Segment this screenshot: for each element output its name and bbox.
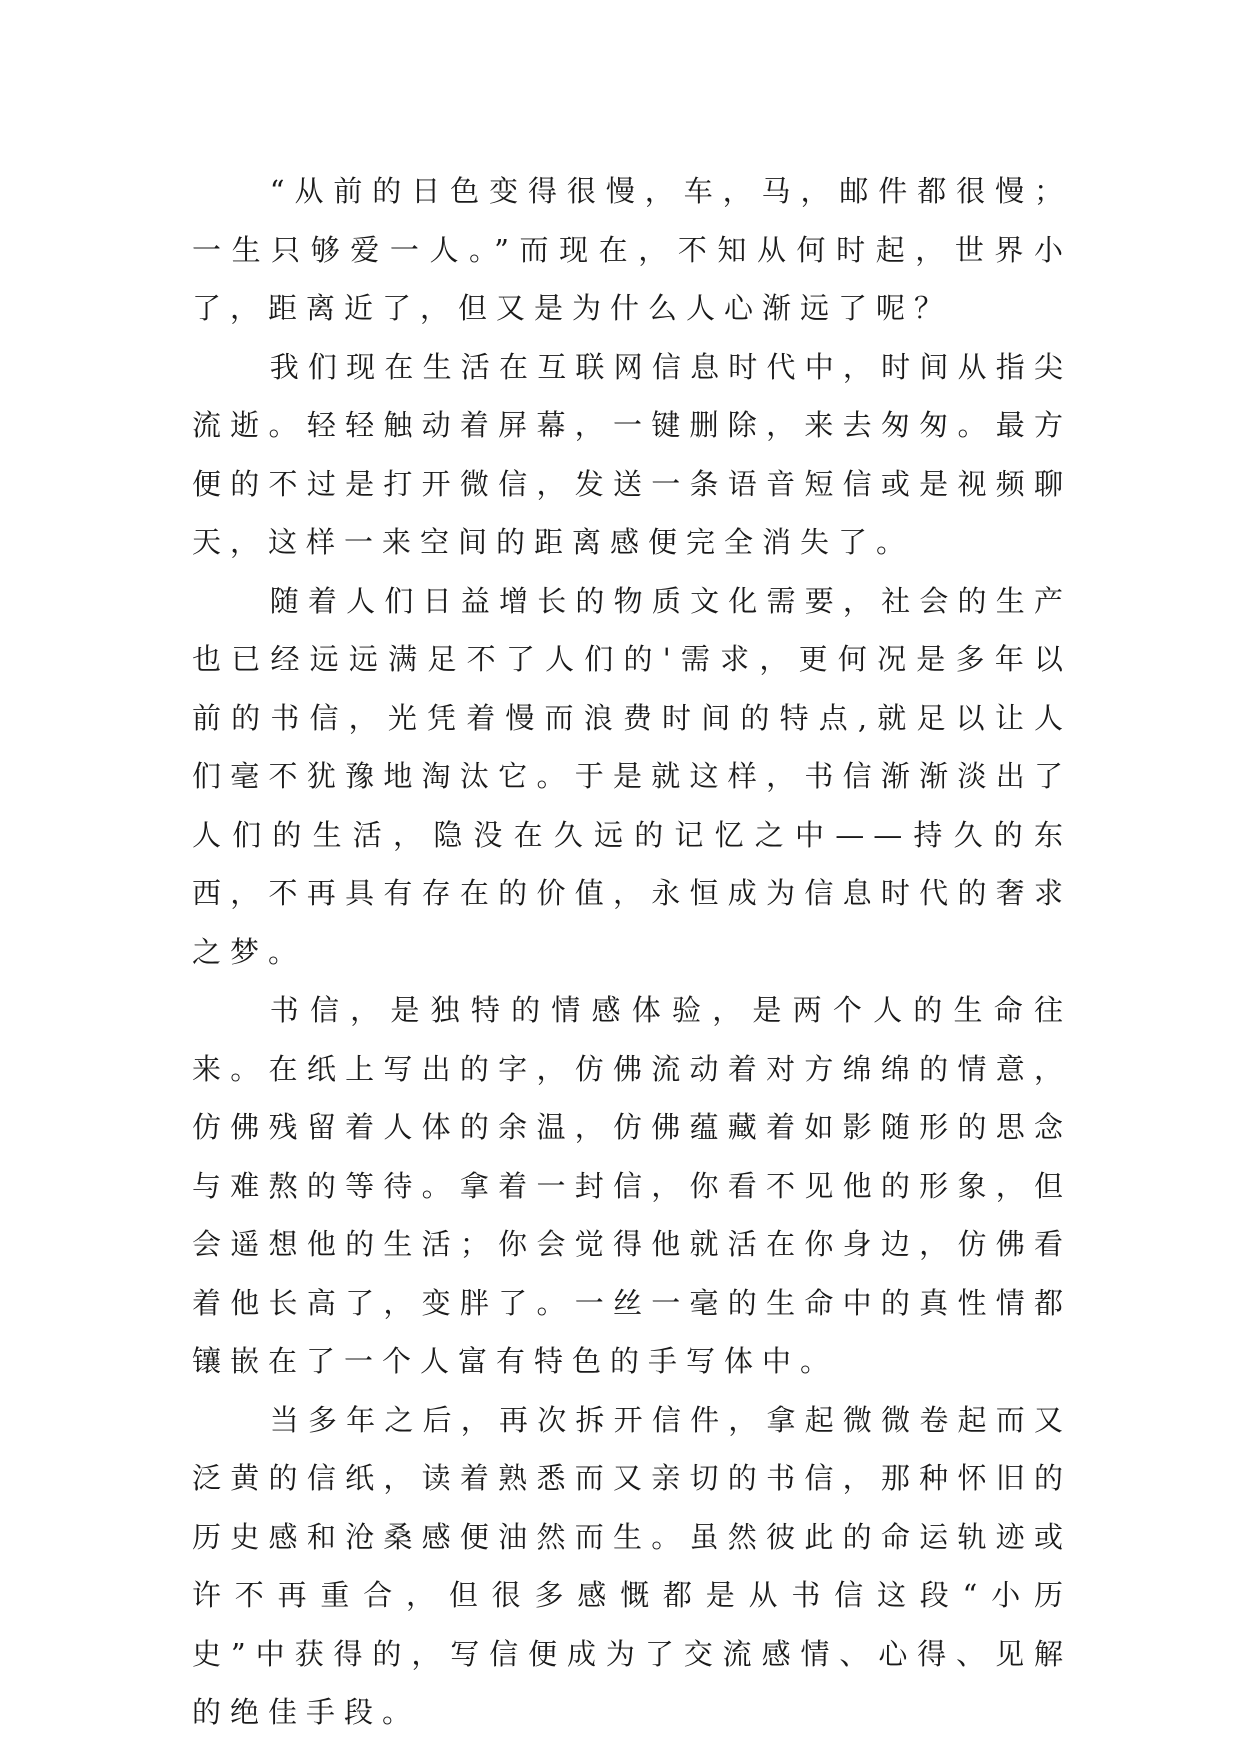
paragraph-3: 随着人们日益增长的物质文化需要，社会的生产也已经远远满足不了人们的'需求，更何况是多年以前的书信，光凭着慢而浪费时间的特点,就足以让人们毫不犹豫地淘汰它。于是就这样，书信渐渐淡出了人们的生活，隐没在久远的记忆之中——持久的东西，不再具有存在的价值，永恒成为信息时代的奢求之梦。 (192, 583, 1072, 969)
paragraph-2: 我们现在生活在互联网信息时代中，时间从指尖流逝。轻轻触动着屏幕，一键删除，来去匆匆。最方便的不过是打开微信，发送一条语音短信或是视频聊天，这样一来空间的距离感便完全消失了。 (192, 349, 1072, 559)
document-body (192, 162, 1072, 1742)
paragraph-1: “从前的日色变得很慢，车，马，邮件都很慢；一生只够爱一人。”而现在，不知从何时起，世界小了，距离近了，但又是为什么人心渐远了呢？ (192, 174, 1072, 325)
paragraph-5: 当多年之后，再次拆开信件，拿起微微卷起而又泛黄的信纸，读着熟悉而又亲切的书信，那种怀旧的历史感和沧桑感便油然而生。虽然彼此的命运轨迹或许不再重合，但很多感慨都是从书信这段“小历史”中获得的，写信便成为了交流感情、心得、见解的绝佳手段。 (192, 1402, 1072, 1729)
paragraph-4: 书信，是独特的情感体验，是两个人的生命往来。在纸上写出的字，仿佛流动着对方绵绵的情意，仿佛残留着人体的余温，仿佛蕴藏着如影随形的思念与难熬的等待。拿着一封信，你看不见他的形象，但会遥想他的生活；你会觉得他就活在你身边，仿佛看着他长高了，变胖了。一丝一毫的生命中的真性情都镶嵌在了一个人富有特色的手写体中。 (192, 993, 1072, 1378)
